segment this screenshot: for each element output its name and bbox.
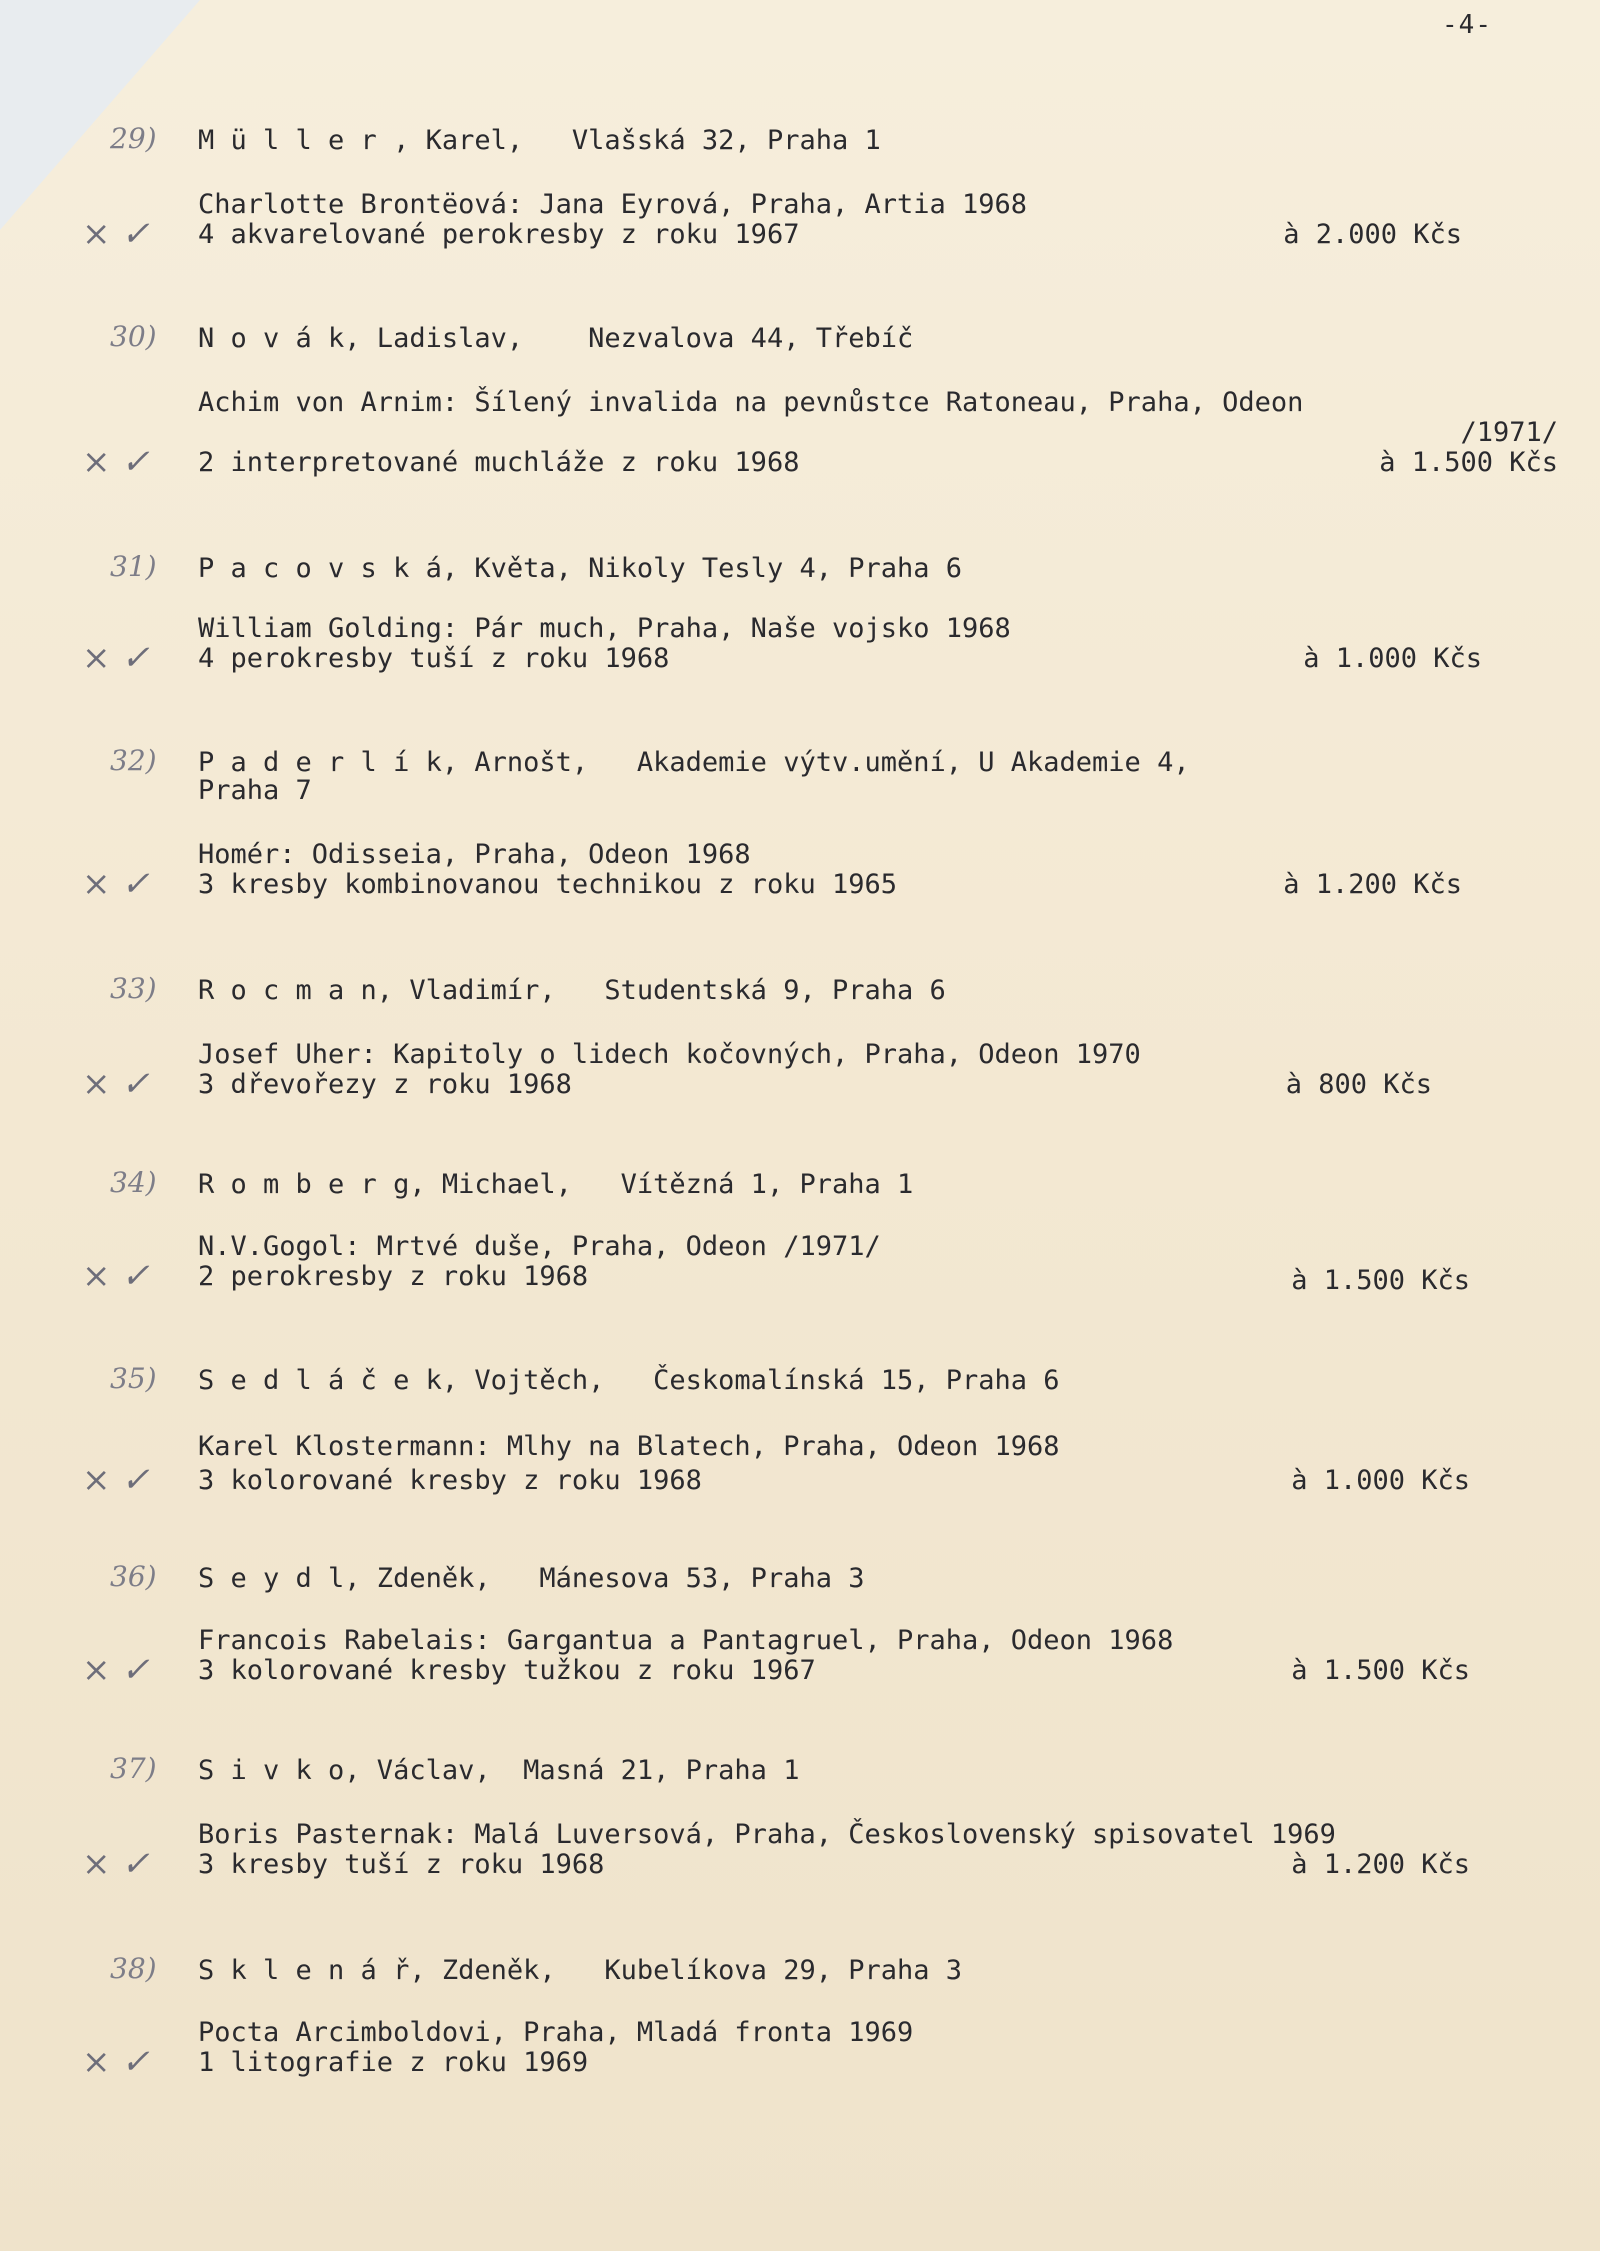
entry-book-year: /1971/ bbox=[1460, 417, 1558, 448]
entry-price: à 1.200 Kčs bbox=[1291, 1849, 1470, 1880]
entry-number: 31) bbox=[110, 550, 157, 583]
entry-number: 34) bbox=[110, 1166, 157, 1199]
entry-number: 38) bbox=[110, 1952, 157, 1985]
entry-header-continued: Praha 7 bbox=[198, 775, 312, 806]
list-item bbox=[0, 1558, 1600, 1758]
entry-header: S k l e n á ř, Zdeněk, Kubelíkova 29, Praha 3 bbox=[198, 1955, 963, 1986]
entry-book: Homér: Odisseia, Praha, Odeon 1968 bbox=[198, 839, 751, 870]
check-marks: × ✓ bbox=[82, 1064, 150, 1104]
entry-book: Pocta Arcimboldovi, Praha, Mladá fronta 1969 bbox=[198, 2017, 914, 2048]
list-item bbox=[0, 1360, 1600, 1560]
entry-price: à 1.500 Kčs bbox=[1379, 447, 1558, 478]
entry-price: à 800 Kčs bbox=[1285, 1069, 1432, 1100]
entry-book: Karel Klostermann: Mlhy na Blatech, Praha, Odeon 1968 bbox=[198, 1431, 1060, 1462]
list-item bbox=[0, 318, 1600, 518]
entry-artwork: 3 kolorované kresby tužkou z roku 1967 bbox=[198, 1655, 816, 1686]
check-marks: × ✓ bbox=[82, 2042, 150, 2082]
check-marks: × ✓ bbox=[82, 1650, 150, 1690]
entry-header: N o v á k, Ladislav, Nezvalova 44, Třebíč bbox=[198, 323, 914, 354]
entry-book: Achim von Arnim: Šílený invalida na pevnůstce Ratoneau, Praha, Odeon bbox=[198, 387, 1304, 418]
list-item bbox=[0, 742, 1600, 942]
entry-book: Charlotte Brontëová: Jana Eyrová, Praha, Artia 1968 bbox=[198, 189, 1028, 220]
entry-number: 32) bbox=[110, 744, 157, 777]
entry-artwork: 2 interpretované muchláže z roku 1968 bbox=[198, 447, 800, 478]
list-item bbox=[0, 1750, 1600, 1950]
list-item bbox=[0, 120, 1600, 320]
entry-header: R o m b e r g, Michael, Vítězná 1, Praha 1 bbox=[198, 1169, 914, 1200]
entry-price: à 1.200 Kčs bbox=[1283, 869, 1462, 900]
entry-artwork: 3 kolorované kresby z roku 1968 bbox=[198, 1465, 702, 1496]
check-marks: × ✓ bbox=[82, 1844, 150, 1884]
entry-artwork: 1 litografie z roku 1969 bbox=[198, 2047, 589, 2078]
entry-artwork: 3 dřevořezy z roku 1968 bbox=[198, 1069, 572, 1100]
entry-header: M ü l l e r , Karel, Vlašská 32, Praha 1 bbox=[198, 125, 881, 156]
check-marks: × ✓ bbox=[82, 1256, 150, 1296]
entry-price: à 1.500 Kčs bbox=[1291, 1265, 1470, 1296]
check-marks: × ✓ bbox=[82, 638, 150, 678]
entry-price: à 2.000 Kčs bbox=[1283, 219, 1462, 250]
check-marks: × ✓ bbox=[82, 1460, 150, 1500]
entry-artwork: 4 perokresby tuší z roku 1968 bbox=[198, 643, 670, 674]
entry-header: R o c m a n, Vladimír, Studentská 9, Praha 6 bbox=[198, 975, 946, 1006]
entry-book: Josef Uher: Kapitoly o lidech kočovných, Praha, Odeon 1970 bbox=[198, 1039, 1141, 1070]
entry-header: S e d l á č e k, Vojtěch, Českomalínská 15, Praha 6 bbox=[198, 1365, 1060, 1396]
check-marks: × ✓ bbox=[82, 214, 150, 254]
entry-price: à 1.500 Kčs bbox=[1291, 1655, 1470, 1686]
entry-number: 29) bbox=[110, 122, 157, 155]
entry-header: S e y d l, Zdeněk, Mánesova 53, Praha 3 bbox=[198, 1563, 865, 1594]
entry-artwork: 4 akvarelované perokresby z roku 1967 bbox=[198, 219, 800, 250]
list-item bbox=[0, 1164, 1600, 1364]
entry-number: 33) bbox=[110, 972, 157, 1005]
list-item bbox=[0, 1950, 1600, 2150]
check-marks: × ✓ bbox=[82, 442, 150, 482]
entry-price: à 1.000 Kčs bbox=[1303, 643, 1482, 674]
check-marks: × ✓ bbox=[82, 864, 150, 904]
entry-artwork: 3 kresby tuší z roku 1968 bbox=[198, 1849, 605, 1880]
entry-number: 35) bbox=[110, 1362, 157, 1395]
entry-header: P a d e r l í k, Arnošt, Akademie výtv.umění, U Akademie 4, bbox=[198, 747, 1190, 778]
entry-book: Francois Rabelais: Gargantua a Pantagruel, Praha, Odeon 1968 bbox=[198, 1625, 1174, 1656]
entry-header: S i v k o, Václav, Masná 21, Praha 1 bbox=[198, 1755, 800, 1786]
list-item bbox=[0, 548, 1600, 748]
entry-number: 36) bbox=[110, 1560, 157, 1593]
entry-price: à 1.000 Kčs bbox=[1291, 1465, 1470, 1496]
entry-book: Boris Pasternak: Malá Luversová, Praha, Československý spisovatel 1969 bbox=[198, 1819, 1336, 1850]
entry-book: William Golding: Pár much, Praha, Naše vojsko 1968 bbox=[198, 613, 1011, 644]
entry-number: 30) bbox=[110, 320, 157, 353]
page-number: -4- bbox=[1442, 10, 1492, 40]
entry-header: P a c o v s k á, Květa, Nikoly Tesly 4, Praha 6 bbox=[198, 553, 963, 584]
entry-artwork: 2 perokresby z roku 1968 bbox=[198, 1261, 589, 1292]
entry-number: 37) bbox=[110, 1752, 157, 1785]
entry-book: N.V.Gogol: Mrtvé duše, Praha, Odeon /1971/ bbox=[198, 1231, 881, 1262]
entry-artwork: 3 kresby kombinovanou technikou z roku 1965 bbox=[198, 869, 897, 900]
list-item bbox=[0, 970, 1600, 1170]
